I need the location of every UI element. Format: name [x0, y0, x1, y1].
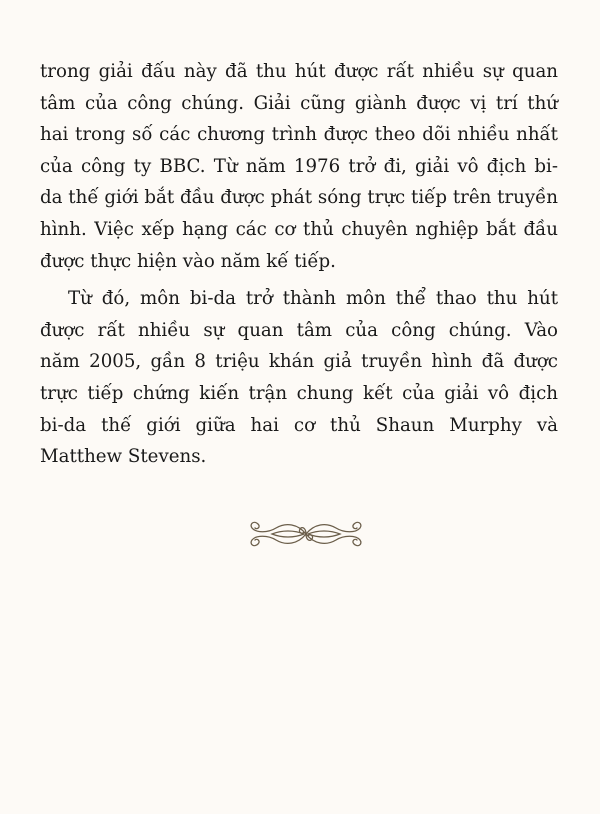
text-line: tâm của công chúng. Giải cũng giành được vị trí thứ	[40, 92, 558, 114]
text-line: trong giải đấu này đã thu hút được rất nhiều sự quan	[40, 61, 558, 82]
text-line: hình. Việc xếp hạng các cơ thủ chuyên nghiệp bắt đầu	[40, 218, 558, 240]
text-line: của công ty BBC. Từ năm 1976 trở đi, giải vô địch bi-	[40, 155, 558, 177]
text-line: hai trong số các chương trình được theo dõi nhiều nhất	[40, 124, 558, 146]
text-line: da thế giới bắt đầu được phát sóng trực tiếp trên truyền	[40, 187, 558, 209]
text-line: được thực hiện vào năm kế tiếp.	[40, 250, 336, 272]
paragraph-2	[40, 283, 558, 473]
text-line: Từ đó, môn bi-da trở thành môn thể thao thu hút	[68, 288, 558, 310]
page-body	[40, 56, 558, 473]
flourish-divider-icon	[246, 516, 366, 552]
text-line: năm 2005, gần 8 triệu khán giả truyền hình đã được	[40, 351, 558, 373]
text-line: trực tiếp chứng kiến trận chung kết của giải vô địch	[40, 382, 558, 404]
paragraph-1	[40, 56, 558, 277]
text-line: bi-da thế giới giữa hai cơ thủ Shaun Murphy và	[40, 414, 558, 436]
text-line: Matthew Stevens.	[40, 446, 207, 468]
text-line: được rất nhiều sự quan tâm của công chúng. Vào	[40, 319, 558, 341]
